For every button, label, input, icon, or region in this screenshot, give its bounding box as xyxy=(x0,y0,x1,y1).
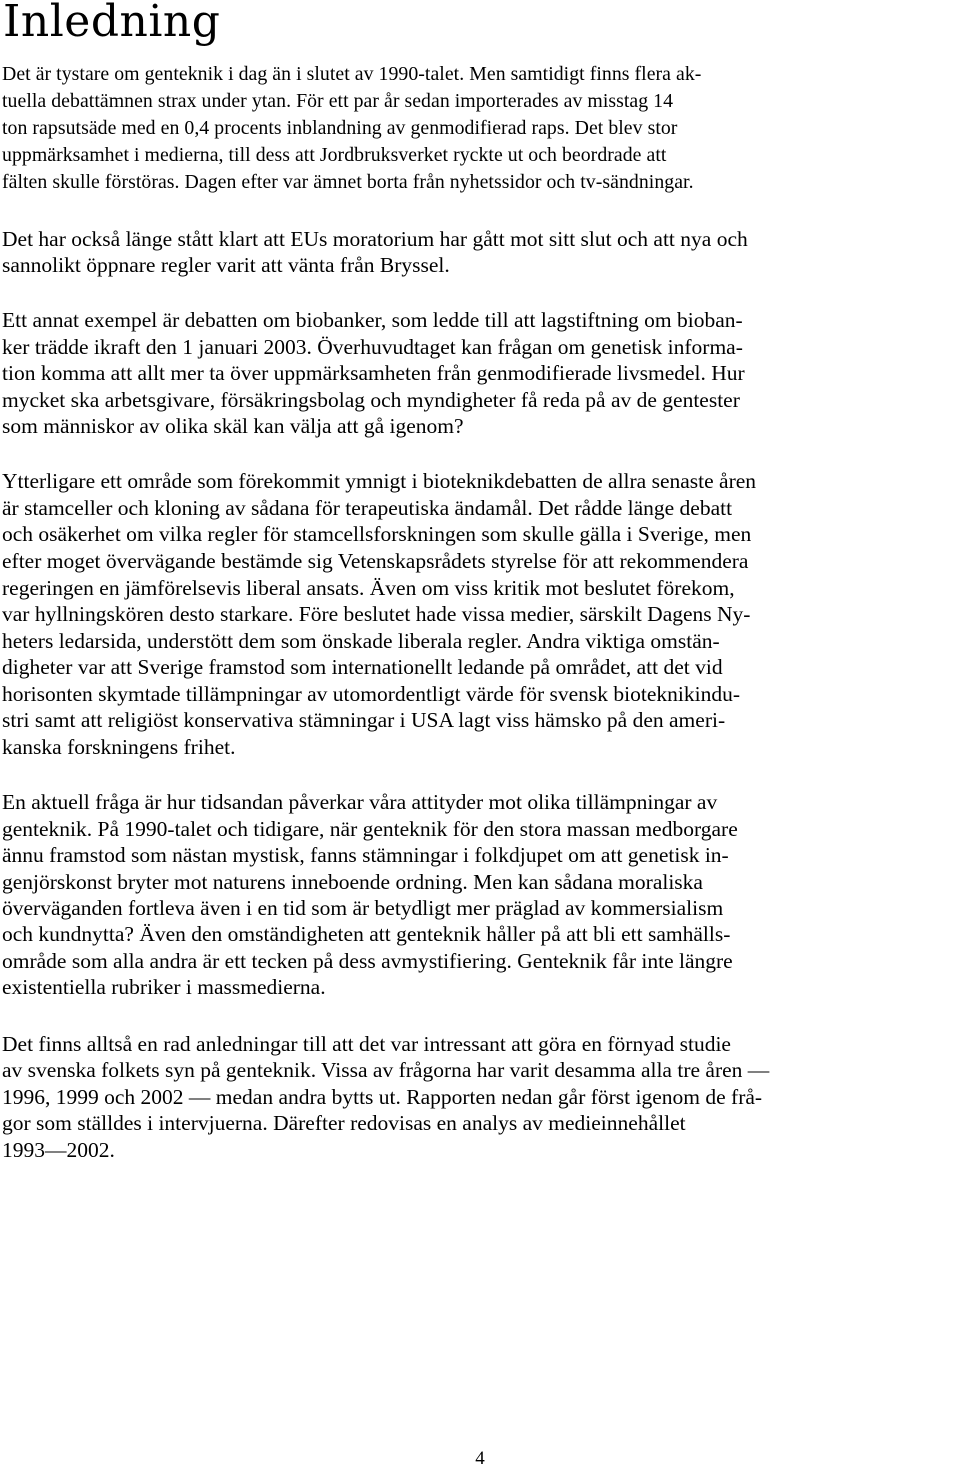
text-line: Det är tystare om genteknik i dag än i slutet av 1990-talet. Men samtidigt finns flera ak- xyxy=(2,63,702,85)
text-line: 1996, 1999 och 2002 — medan andra bytts ut. Rapporten nedan går först igenom de frå- xyxy=(2,1085,763,1109)
text-line: är stamceller och kloning av sådana för terapeutiska ändamål. Det rådde länge debatt xyxy=(2,496,733,520)
text-line: tuella debattämnen strax under ytan. För ett par år sedan importerades av misstag 14 xyxy=(2,90,674,112)
text-line: uppmärksamhet i medierna, till dess att Jordbruksverket ryckte ut och beordrade att xyxy=(2,144,667,166)
text-line: överväganden fortleva även i en tid som är betydligt mer präglad av kommersialism xyxy=(2,896,724,920)
text-line: ännu framstod som nästan mystisk, fanns stämningar i folkdjupet om att genetisk in- xyxy=(2,843,729,867)
text-line: tion komma att allt mer ta över uppmärksamheten från genmodifierade livsmedel. Hur xyxy=(2,361,745,385)
text-line: Ett annat exempel är debatten om biobanker, som ledde till att lagstiftning om bioban- xyxy=(2,308,743,332)
text-line: stri samt att religiöst konservativa stämningar i USA lagt viss hämsko på den ameri- xyxy=(2,708,726,732)
text-line: 1993—2002. xyxy=(2,1138,115,1162)
text-line: område som alla andra är ett tecken på dess avmystifiering. Genteknik får inte längre xyxy=(2,949,733,973)
page-number: 4 xyxy=(475,1448,485,1469)
text-line: sannolikt öppnare regler varit att vänta från Bryssel. xyxy=(2,253,450,277)
text-line: och osäkerhet om vilka regler för stamcellsforskningen som skulle gälla i Sverige, men xyxy=(2,522,752,546)
text-line: regeringen en jämförelsevis liberal ansats. Även om viss kritik mot beslutet förekom, xyxy=(2,576,735,600)
text-line: Det har också länge stått klart att EUs moratorium har gått mot sitt slut och att nya och xyxy=(2,227,748,251)
text-line: av svenska folkets syn på genteknik. Vissa av frågorna har varit desamma alla tre åren — xyxy=(2,1058,770,1082)
text-line: mycket ska arbetsgivare, försäkringsbolag och myndigheter få reda på av de gentester xyxy=(2,388,740,412)
text-line: Det finns alltså en rad anledningar till att det var intressant att göra en förnyad studie xyxy=(2,1032,731,1056)
text-line: Ytterligare ett område som förekommit ymnigt i bioteknikdebatten de allra senaste åren xyxy=(2,469,757,493)
text-line: digheter var att Sverige framstod som internationellt ledande på området, att det vid xyxy=(2,655,723,679)
text-line: heters ledarsida, understött dem som önskade liberala regler. Andra viktiga omstän- xyxy=(2,629,720,653)
text-line: genteknik. På 1990-talet och tidigare, när genteknik för den stora massan medborgare xyxy=(2,817,738,841)
text-line: ker trädde ikraft den 1 januari 2003. Överhuvudtaget kan frågan om genetisk informa- xyxy=(2,335,743,359)
text-line: genjörskonst bryter mot naturens inneboende ordning. Men kan sådana moraliska xyxy=(2,870,703,894)
text-line: kanska forskningens frihet. xyxy=(2,735,236,759)
text-line: En aktuell fråga är hur tidsandan påverkar våra attityder mot olika tillämpningar av xyxy=(2,790,718,814)
text-line: horisonten skymtade tillämpningar av utomordentligt värde för svensk bioteknikindu- xyxy=(2,682,741,706)
text-line: efter moget övervägande bestämde sig Vetenskapsrådets styrelse för att rekommendera xyxy=(2,549,749,573)
text-line: och kundnytta? Även den omständigheten att genteknik håller på att bli ett samhälls- xyxy=(2,922,731,946)
text-line: gor som ställdes i intervjuerna. Därefter redovisas en analys av medieinnehållet xyxy=(2,1111,686,1135)
text-line: var hyllningskören desto starkare. Före beslutet hade vissa medier, särskilt Dagens Ny- xyxy=(2,602,751,626)
text-line: fälten skulle förstöras. Dagen efter var ämnet borta från nyhetssidor och tv-sändningar. xyxy=(2,171,694,193)
text-line: ton rapsutsäde med en 0,4 procents inblandning av genmodifierad raps. Det blev stor xyxy=(2,117,678,139)
text-line: existentiella rubriker i massmedierna. xyxy=(2,975,326,999)
text-line: som människor av olika skäl kan välja att gå igenom? xyxy=(2,414,464,438)
page-title: Inledning xyxy=(3,0,221,47)
